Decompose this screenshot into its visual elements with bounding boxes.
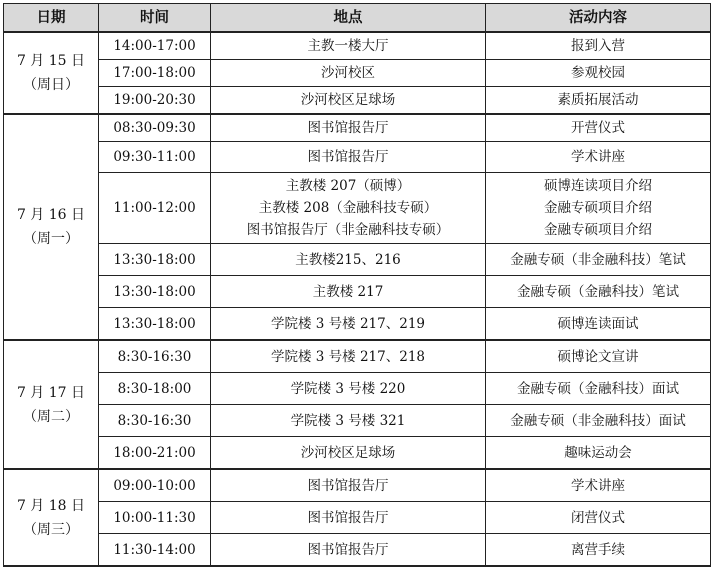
time-cell: 19:00-20:30 bbox=[99, 87, 211, 115]
place-cell bbox=[211, 244, 486, 276]
place-cell bbox=[211, 437, 486, 470]
activity-cell bbox=[486, 114, 711, 142]
activity-line: 闭营仪式 bbox=[571, 509, 625, 526]
table-row bbox=[4, 114, 711, 142]
place-line: 主教楼215、216 bbox=[295, 251, 401, 268]
date-cell bbox=[4, 32, 99, 114]
time-cell: 09:00-10:00 bbox=[99, 469, 211, 502]
date-label: 7 月 16 日 bbox=[16, 207, 86, 223]
place-cell bbox=[211, 60, 486, 87]
time-cell: 10:00-11:30 bbox=[99, 502, 211, 534]
activity-cell bbox=[486, 60, 711, 87]
place-cell bbox=[211, 373, 486, 405]
date-label: 7 月 15 日 bbox=[16, 53, 86, 69]
activity-line: 硕博论文宣讲 bbox=[557, 348, 639, 365]
table-row bbox=[4, 502, 711, 534]
time-cell: 8:30-18:00 bbox=[99, 373, 211, 405]
weekday-label: （周三） bbox=[23, 521, 79, 538]
activity-cell bbox=[486, 502, 711, 534]
activity-line: 趣味运动会 bbox=[564, 444, 632, 461]
header-time: 时间 bbox=[99, 4, 211, 33]
activity-line: 报到入营 bbox=[571, 38, 625, 54]
place-line: 图书馆报告厅 bbox=[307, 149, 389, 165]
time-cell: 08:30-09:30 bbox=[99, 114, 211, 142]
header-activity: 活动内容 bbox=[486, 4, 711, 33]
table-row bbox=[4, 534, 711, 567]
activity-line: 硕博连读项目介绍 bbox=[544, 178, 652, 194]
table-row bbox=[4, 437, 711, 470]
date-label: 7 月 18 日 bbox=[16, 497, 86, 514]
date-cell bbox=[4, 340, 99, 469]
table-row bbox=[4, 276, 711, 308]
table-row bbox=[4, 373, 711, 405]
place-cell bbox=[211, 276, 486, 308]
activity-cell bbox=[486, 373, 711, 405]
place-cell bbox=[211, 114, 486, 142]
activity-line: 硕博连读面试 bbox=[557, 315, 639, 332]
place-line: 图书馆报告厅 bbox=[307, 509, 389, 526]
header-date: 日期 bbox=[4, 4, 99, 33]
activity-cell bbox=[486, 534, 711, 567]
place-cell bbox=[211, 340, 486, 373]
place-line: 主教一楼大厅 bbox=[307, 38, 389, 54]
place-cell bbox=[211, 502, 486, 534]
activity-cell bbox=[486, 142, 711, 173]
table-row bbox=[4, 340, 711, 373]
activity-line: 离营手续 bbox=[571, 541, 625, 558]
activity-cell bbox=[486, 173, 711, 244]
place-line: 学院楼 3 号楼 220 bbox=[290, 380, 406, 397]
table-row bbox=[4, 142, 711, 173]
header-row bbox=[4, 4, 711, 33]
activity-cell bbox=[486, 405, 711, 437]
activity-cell bbox=[486, 340, 711, 373]
place-line: 主教楼 208（金融科技专硕） bbox=[258, 200, 438, 216]
time-cell: 11:30-14:00 bbox=[99, 534, 211, 567]
time-cell: 13:30-18:00 bbox=[99, 308, 211, 341]
activity-line: 开营仪式 bbox=[571, 120, 625, 136]
activity-line: 金融专硕（金融科技）笔试 bbox=[517, 283, 679, 300]
activity-cell bbox=[486, 276, 711, 308]
activity-line: 金融专硕（非金融科技）面试 bbox=[510, 412, 686, 429]
place-line: 学院楼 3 号楼 321 bbox=[290, 412, 406, 429]
place-cell bbox=[211, 469, 486, 502]
weekday-label: （周日） bbox=[23, 77, 79, 93]
time-cell: 11:00-12:00 bbox=[99, 173, 211, 244]
table-row bbox=[4, 469, 711, 502]
table-row bbox=[4, 87, 711, 115]
activity-cell bbox=[486, 469, 711, 502]
place-line: 沙河校区足球场 bbox=[300, 444, 396, 461]
date-label: 7 月 17 日 bbox=[16, 384, 86, 401]
weekday-label: （周二） bbox=[23, 408, 79, 425]
activity-line: 金融专硕项目介绍 bbox=[544, 200, 652, 216]
activity-cell bbox=[486, 32, 711, 60]
table-row bbox=[4, 60, 711, 87]
place-cell bbox=[211, 87, 486, 115]
weekday-label: （周一） bbox=[23, 231, 79, 247]
activity-cell bbox=[486, 437, 711, 470]
table-row bbox=[4, 244, 711, 276]
place-line: 主教楼 207（硕博） bbox=[285, 178, 411, 194]
time-cell: 8:30-16:30 bbox=[99, 340, 211, 373]
table-row bbox=[4, 173, 711, 244]
date-cell bbox=[4, 469, 99, 566]
time-cell: 13:30-18:00 bbox=[99, 276, 211, 308]
activity-cell bbox=[486, 87, 711, 115]
activity-cell bbox=[486, 308, 711, 341]
time-cell: 8:30-16:30 bbox=[99, 405, 211, 437]
header-place: 地点 bbox=[211, 4, 486, 33]
place-cell bbox=[211, 173, 486, 244]
place-line: 图书馆报告厅 bbox=[307, 120, 389, 136]
activity-line: 金融专硕（非金融科技）笔试 bbox=[510, 251, 686, 268]
table-row bbox=[4, 32, 711, 60]
date-cell bbox=[4, 114, 99, 340]
schedule-body bbox=[4, 32, 711, 566]
time-cell: 13:30-18:00 bbox=[99, 244, 211, 276]
time-cell: 14:00-17:00 bbox=[99, 32, 211, 60]
table-row bbox=[4, 405, 711, 437]
place-line: 沙河校区足球场 bbox=[300, 92, 396, 108]
place-cell bbox=[211, 142, 486, 173]
activity-cell bbox=[486, 244, 711, 276]
place-line: 主教楼 217 bbox=[312, 283, 384, 300]
table-row bbox=[4, 308, 711, 341]
place-line: 图书馆报告厅（非金融科技专硕） bbox=[246, 222, 450, 238]
place-cell bbox=[211, 405, 486, 437]
activity-line: 素质拓展活动 bbox=[557, 92, 639, 108]
place-line: 学院楼 3 号楼 217、219 bbox=[271, 315, 425, 332]
place-line: 学院楼 3 号楼 217、218 bbox=[271, 348, 425, 365]
place-line: 图书馆报告厅 bbox=[307, 477, 389, 494]
activity-line: 学术讲座 bbox=[571, 149, 625, 165]
activity-line: 金融专硕项目介绍 bbox=[544, 222, 652, 238]
activity-line: 学术讲座 bbox=[571, 477, 625, 494]
time-cell: 09:30-11:00 bbox=[99, 142, 211, 173]
time-cell: 18:00-21:00 bbox=[99, 437, 211, 470]
schedule-table bbox=[3, 3, 711, 567]
activity-line: 金融专硕（金融科技）面试 bbox=[517, 380, 679, 397]
activity-line: 参观校园 bbox=[571, 65, 625, 81]
place-cell bbox=[211, 308, 486, 341]
place-line: 沙河校区 bbox=[321, 65, 375, 81]
place-cell bbox=[211, 534, 486, 567]
place-line: 图书馆报告厅 bbox=[307, 541, 389, 558]
place-cell bbox=[211, 32, 486, 60]
time-cell: 17:00-18:00 bbox=[99, 60, 211, 87]
